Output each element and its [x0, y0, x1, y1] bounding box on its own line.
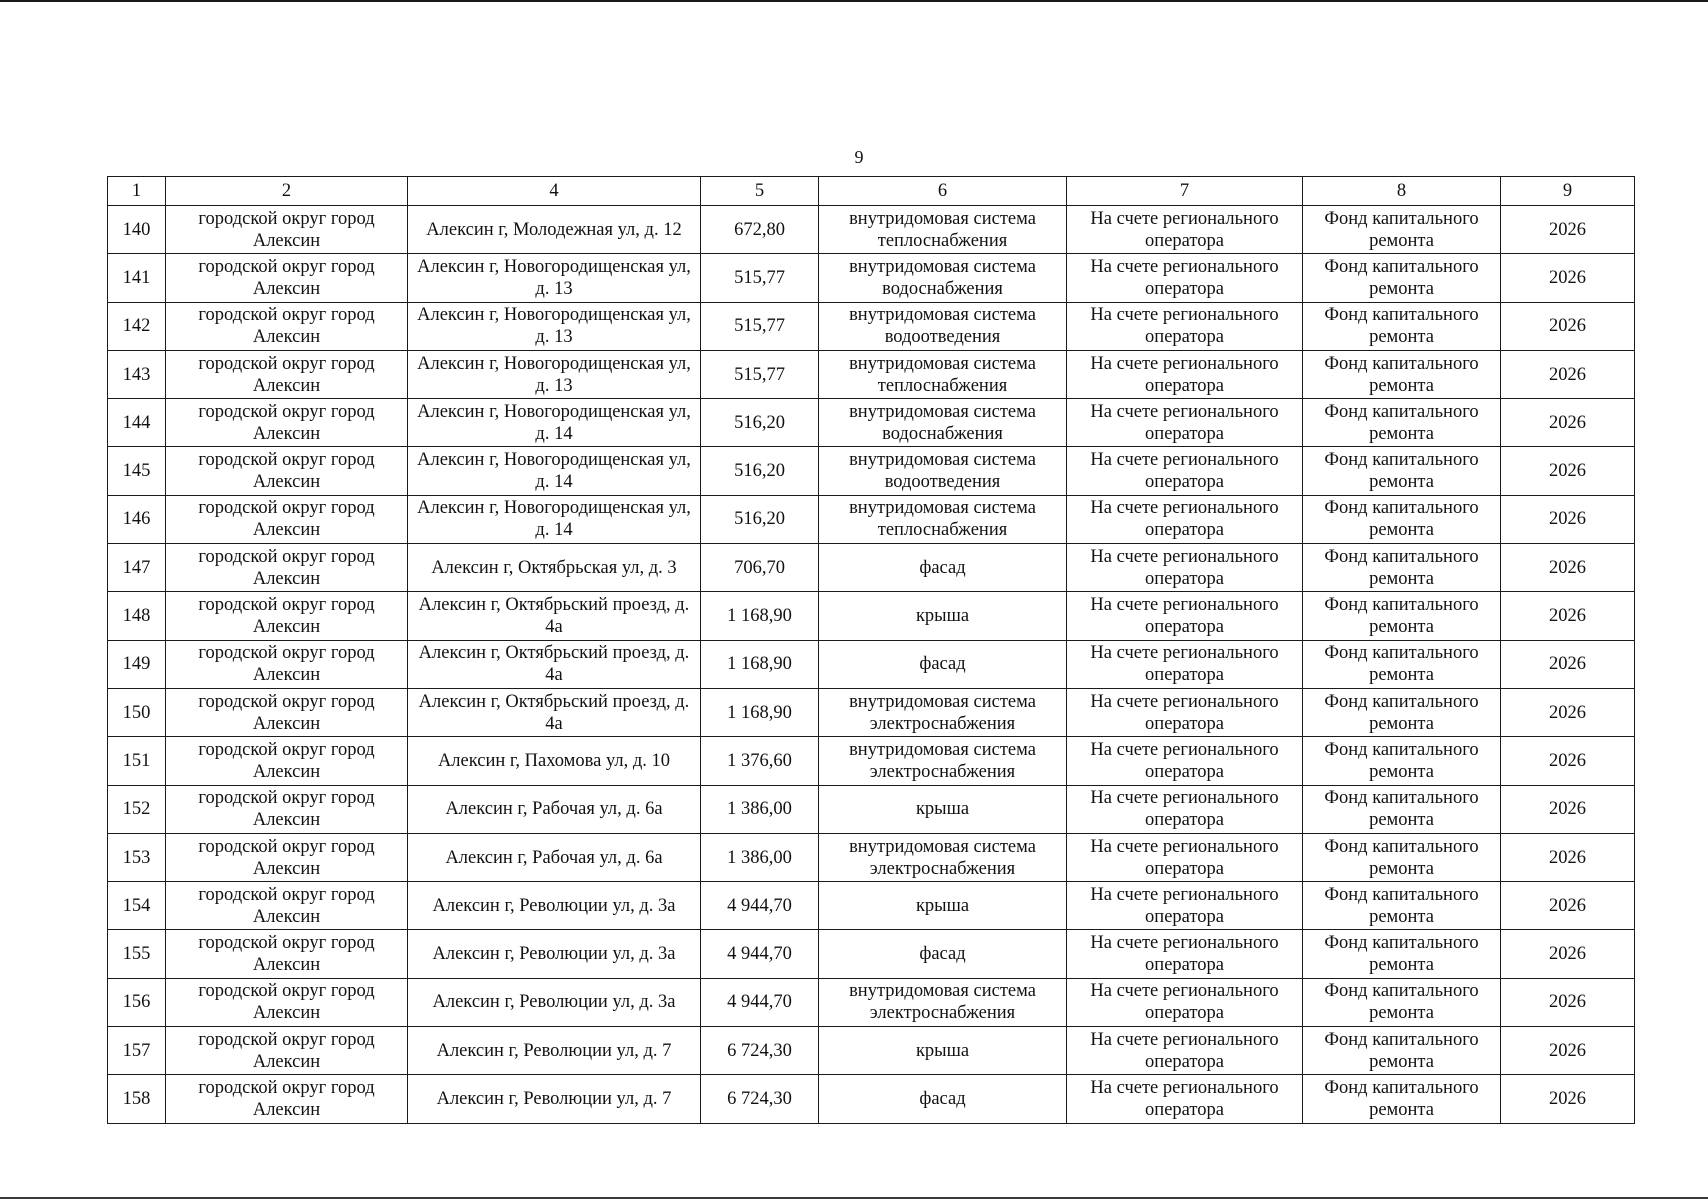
- cell-funding-source: Фонд капитального ремонта: [1303, 737, 1501, 785]
- cell-municipality: городской округ город Алексин: [166, 833, 408, 881]
- cell-address: Алексин г, Пахомова ул, д. 10: [408, 737, 701, 785]
- table-row: [108, 592, 1635, 640]
- cell-work-type: внутридомовая система электроснабжения: [819, 688, 1067, 736]
- cell-area: 1 168,90: [701, 640, 819, 688]
- cell-address: Алексин г, Революции ул, д. 3а: [408, 930, 701, 978]
- scan-top-edge: [0, 0, 1708, 2]
- cell-work-type: внутридомовая система электроснабжения: [819, 978, 1067, 1026]
- cell-year: 2026: [1501, 544, 1635, 592]
- cell-funding-source: Фонд капитального ремонта: [1303, 640, 1501, 688]
- header-cell: 6: [819, 177, 1067, 206]
- header-cell: 8: [1303, 177, 1501, 206]
- cell-area: 706,70: [701, 544, 819, 592]
- cell-account: На счете регионального оператора: [1067, 882, 1303, 930]
- cell-account: На счете регионального оператора: [1067, 930, 1303, 978]
- cell-funding-source: Фонд капитального ремонта: [1303, 688, 1501, 736]
- cell-row-number: 146: [108, 495, 166, 543]
- cell-row-number: 152: [108, 785, 166, 833]
- cell-year: 2026: [1501, 592, 1635, 640]
- cell-area: 516,20: [701, 495, 819, 543]
- cell-funding-source: Фонд капитального ремонта: [1303, 206, 1501, 254]
- cell-work-type: внутридомовая система водоотведения: [819, 302, 1067, 350]
- cell-address: Алексин г, Новогородищенская ул, д. 13: [408, 302, 701, 350]
- cell-municipality: городской округ город Алексин: [166, 206, 408, 254]
- cell-municipality: городской округ город Алексин: [166, 1075, 408, 1123]
- cell-funding-source: Фонд капитального ремонта: [1303, 495, 1501, 543]
- cell-account: На счете регионального оператора: [1067, 833, 1303, 881]
- cell-year: 2026: [1501, 1027, 1635, 1075]
- cell-row-number: 148: [108, 592, 166, 640]
- cell-row-number: 153: [108, 833, 166, 881]
- cell-municipality: городской округ город Алексин: [166, 495, 408, 543]
- registry-table: [107, 176, 1635, 1124]
- cell-account: На счете регионального оператора: [1067, 350, 1303, 398]
- cell-row-number: 144: [108, 399, 166, 447]
- cell-account: На счете регионального оператора: [1067, 206, 1303, 254]
- cell-municipality: городской округ город Алексин: [166, 254, 408, 302]
- cell-account: На счете регионального оператора: [1067, 544, 1303, 592]
- cell-year: 2026: [1501, 495, 1635, 543]
- cell-area: 1 168,90: [701, 592, 819, 640]
- registry-table-container: [107, 176, 1634, 1124]
- cell-municipality: городской округ город Алексин: [166, 592, 408, 640]
- cell-address: Алексин г, Революции ул, д. 7: [408, 1075, 701, 1123]
- cell-year: 2026: [1501, 1075, 1635, 1123]
- cell-address: Алексин г, Новогородищенская ул, д. 13: [408, 254, 701, 302]
- cell-work-type: внутридомовая система теплоснабжения: [819, 350, 1067, 398]
- cell-year: 2026: [1501, 882, 1635, 930]
- cell-funding-source: Фонд капитального ремонта: [1303, 254, 1501, 302]
- cell-address: Алексин г, Новогородищенская ул, д. 14: [408, 495, 701, 543]
- cell-account: На счете регионального оператора: [1067, 737, 1303, 785]
- cell-account: На счете регионального оператора: [1067, 447, 1303, 495]
- cell-area: 6 724,30: [701, 1075, 819, 1123]
- cell-work-type: внутридомовая система водоснабжения: [819, 254, 1067, 302]
- cell-row-number: 142: [108, 302, 166, 350]
- cell-account: На счете регионального оператора: [1067, 254, 1303, 302]
- cell-account: На счете регионального оператора: [1067, 640, 1303, 688]
- cell-year: 2026: [1501, 254, 1635, 302]
- table-row: [108, 206, 1635, 254]
- table-row: [108, 399, 1635, 447]
- cell-area: 515,77: [701, 302, 819, 350]
- cell-year: 2026: [1501, 930, 1635, 978]
- cell-area: 1 168,90: [701, 688, 819, 736]
- cell-year: 2026: [1501, 302, 1635, 350]
- cell-municipality: городской округ город Алексин: [166, 930, 408, 978]
- table-row: [108, 785, 1635, 833]
- cell-work-type: внутридомовая система теплоснабжения: [819, 495, 1067, 543]
- cell-address: Алексин г, Революции ул, д. 3а: [408, 882, 701, 930]
- cell-work-type: крыша: [819, 592, 1067, 640]
- cell-area: 515,77: [701, 350, 819, 398]
- cell-funding-source: Фонд капитального ремонта: [1303, 785, 1501, 833]
- cell-address: Алексин г, Новогородищенская ул, д. 13: [408, 350, 701, 398]
- table-row: [108, 688, 1635, 736]
- table-row: [108, 254, 1635, 302]
- cell-account: На счете регионального оператора: [1067, 592, 1303, 640]
- cell-municipality: городской округ город Алексин: [166, 399, 408, 447]
- cell-area: 6 724,30: [701, 1027, 819, 1075]
- cell-municipality: городской округ город Алексин: [166, 882, 408, 930]
- cell-area: 1 386,00: [701, 833, 819, 881]
- cell-funding-source: Фонд капитального ремонта: [1303, 302, 1501, 350]
- cell-work-type: внутридомовая система электроснабжения: [819, 833, 1067, 881]
- page-number: 9: [854, 147, 864, 167]
- cell-row-number: 151: [108, 737, 166, 785]
- cell-municipality: городской округ город Алексин: [166, 544, 408, 592]
- cell-year: 2026: [1501, 447, 1635, 495]
- table-row: [108, 640, 1635, 688]
- cell-funding-source: Фонд капитального ремонта: [1303, 350, 1501, 398]
- cell-work-type: фасад: [819, 1075, 1067, 1123]
- cell-area: 1 376,60: [701, 737, 819, 785]
- table-row: [108, 495, 1635, 543]
- table-row: [108, 882, 1635, 930]
- cell-area: 516,20: [701, 447, 819, 495]
- cell-municipality: городской округ город Алексин: [166, 1027, 408, 1075]
- header-cell: 7: [1067, 177, 1303, 206]
- cell-work-type: внутридомовая система электроснабжения: [819, 737, 1067, 785]
- cell-area: 672,80: [701, 206, 819, 254]
- cell-address: Алексин г, Октябрьская ул, д. 3: [408, 544, 701, 592]
- header-cell: 4: [408, 177, 701, 206]
- cell-row-number: 150: [108, 688, 166, 736]
- cell-year: 2026: [1501, 640, 1635, 688]
- cell-row-number: 143: [108, 350, 166, 398]
- cell-funding-source: Фонд капитального ремонта: [1303, 399, 1501, 447]
- table-row: [108, 978, 1635, 1026]
- cell-municipality: городской округ город Алексин: [166, 737, 408, 785]
- cell-account: На счете регионального оператора: [1067, 785, 1303, 833]
- cell-address: Алексин г, Октябрьский проезд, д. 4а: [408, 640, 701, 688]
- cell-work-type: крыша: [819, 785, 1067, 833]
- cell-work-type: крыша: [819, 882, 1067, 930]
- cell-funding-source: Фонд капитального ремонта: [1303, 833, 1501, 881]
- cell-municipality: городской округ город Алексин: [166, 447, 408, 495]
- cell-year: 2026: [1501, 978, 1635, 1026]
- cell-area: 4 944,70: [701, 978, 819, 1026]
- cell-area: 515,77: [701, 254, 819, 302]
- cell-work-type: фасад: [819, 544, 1067, 592]
- cell-work-type: внутридомовая система водоснабжения: [819, 399, 1067, 447]
- cell-area: 4 944,70: [701, 930, 819, 978]
- table-row: [108, 350, 1635, 398]
- cell-account: На счете регионального оператора: [1067, 302, 1303, 350]
- cell-account: На счете регионального оператора: [1067, 688, 1303, 736]
- cell-year: 2026: [1501, 206, 1635, 254]
- cell-row-number: 157: [108, 1027, 166, 1075]
- cell-account: На счете регионального оператора: [1067, 1075, 1303, 1123]
- table-row: [108, 833, 1635, 881]
- cell-municipality: городской округ город Алексин: [166, 640, 408, 688]
- cell-funding-source: Фонд капитального ремонта: [1303, 544, 1501, 592]
- cell-funding-source: Фонд капитального ремонта: [1303, 978, 1501, 1026]
- table-row: [108, 447, 1635, 495]
- cell-municipality: городской округ город Алексин: [166, 350, 408, 398]
- header-cell: 2: [166, 177, 408, 206]
- cell-account: На счете регионального оператора: [1067, 1027, 1303, 1075]
- cell-row-number: 156: [108, 978, 166, 1026]
- cell-address: Алексин г, Новогородищенская ул, д. 14: [408, 447, 701, 495]
- cell-row-number: 141: [108, 254, 166, 302]
- cell-year: 2026: [1501, 350, 1635, 398]
- cell-work-type: крыша: [819, 1027, 1067, 1075]
- cell-account: На счете регионального оператора: [1067, 495, 1303, 543]
- cell-area: 516,20: [701, 399, 819, 447]
- cell-address: Алексин г, Рабочая ул, д. 6а: [408, 785, 701, 833]
- cell-address: Алексин г, Рабочая ул, д. 6а: [408, 833, 701, 881]
- table-row: [108, 1027, 1635, 1075]
- cell-funding-source: Фонд капитального ремонта: [1303, 1075, 1501, 1123]
- cell-funding-source: Фонд капитального ремонта: [1303, 447, 1501, 495]
- cell-row-number: 147: [108, 544, 166, 592]
- cell-work-type: внутридомовая система теплоснабжения: [819, 206, 1067, 254]
- cell-row-number: 149: [108, 640, 166, 688]
- cell-municipality: городской округ город Алексин: [166, 688, 408, 736]
- cell-address: Алексин г, Молодежная ул, д. 12: [408, 206, 701, 254]
- cell-row-number: 158: [108, 1075, 166, 1123]
- cell-row-number: 140: [108, 206, 166, 254]
- cell-funding-source: Фонд капитального ремонта: [1303, 882, 1501, 930]
- header-cell: 9: [1501, 177, 1635, 206]
- header-row: [108, 177, 1635, 206]
- cell-row-number: 145: [108, 447, 166, 495]
- table-row: [108, 302, 1635, 350]
- cell-year: 2026: [1501, 688, 1635, 736]
- cell-address: Алексин г, Октябрьский проезд, д. 4а: [408, 592, 701, 640]
- table-row: [108, 544, 1635, 592]
- cell-area: 4 944,70: [701, 882, 819, 930]
- cell-address: Алексин г, Революции ул, д. 3а: [408, 978, 701, 1026]
- cell-municipality: городской округ город Алексин: [166, 302, 408, 350]
- cell-work-type: внутридомовая система водоотведения: [819, 447, 1067, 495]
- cell-year: 2026: [1501, 399, 1635, 447]
- cell-address: Алексин г, Революции ул, д. 7: [408, 1027, 701, 1075]
- cell-year: 2026: [1501, 785, 1635, 833]
- header-cell: 5: [701, 177, 819, 206]
- cell-work-type: фасад: [819, 640, 1067, 688]
- cell-municipality: городской округ город Алексин: [166, 978, 408, 1026]
- table-row: [108, 930, 1635, 978]
- cell-year: 2026: [1501, 737, 1635, 785]
- table-row: [108, 737, 1635, 785]
- cell-area: 1 386,00: [701, 785, 819, 833]
- cell-municipality: городской округ город Алексин: [166, 785, 408, 833]
- cell-year: 2026: [1501, 833, 1635, 881]
- scan-bottom-edge: [0, 1197, 1708, 1199]
- cell-work-type: фасад: [819, 930, 1067, 978]
- cell-address: Алексин г, Октябрьский проезд, д. 4а: [408, 688, 701, 736]
- cell-account: На счете регионального оператора: [1067, 399, 1303, 447]
- cell-funding-source: Фонд капитального ремонта: [1303, 592, 1501, 640]
- cell-row-number: 155: [108, 930, 166, 978]
- cell-account: На счете регионального оператора: [1067, 978, 1303, 1026]
- cell-funding-source: Фонд капитального ремонта: [1303, 930, 1501, 978]
- table-body: [108, 206, 1635, 1124]
- table-row: [108, 1075, 1635, 1123]
- cell-funding-source: Фонд капитального ремонта: [1303, 1027, 1501, 1075]
- cell-address: Алексин г, Новогородищенская ул, д. 14: [408, 399, 701, 447]
- header-cell: 1: [108, 177, 166, 206]
- cell-row-number: 154: [108, 882, 166, 930]
